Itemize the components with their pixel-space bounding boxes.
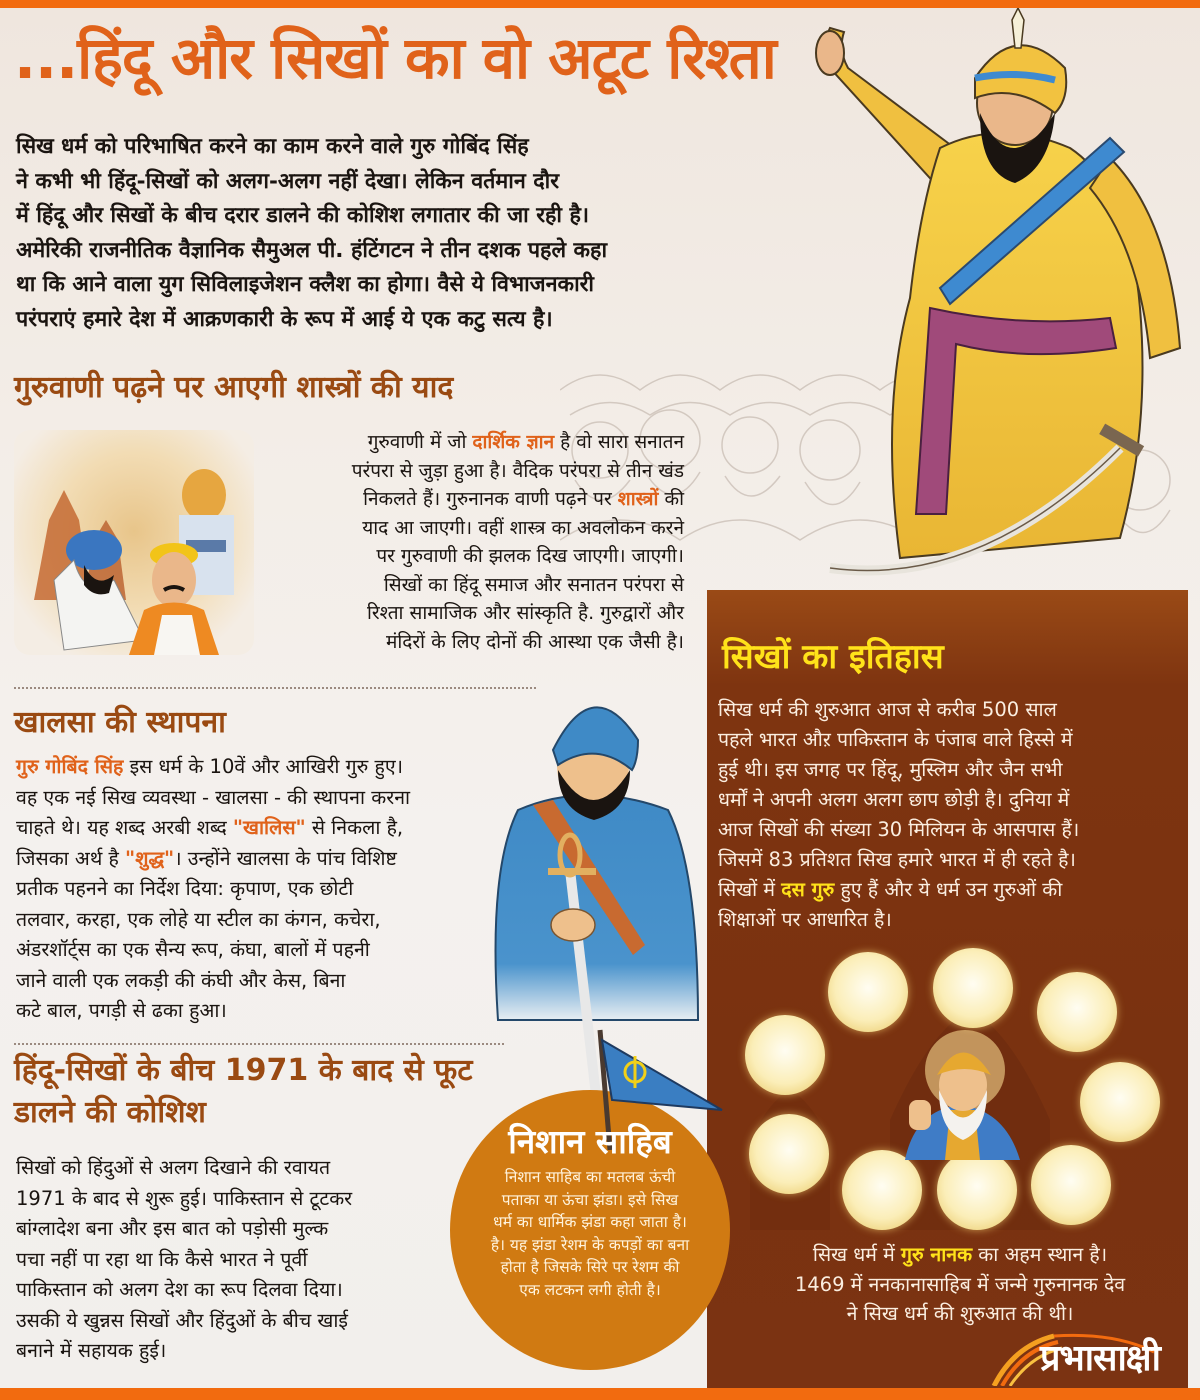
text: । उन्होंने खालसा के पांच विशिष्ट (174, 846, 397, 870)
khalsa-line (16, 844, 516, 875)
text: जिसका अर्थ है (16, 846, 126, 870)
khalsa-line: वह एक नई सिख व्यवस्था - खालसा - की स्थापना करना (16, 785, 411, 809)
highlight-philosophical-knowledge: दार्शिक ज्ञान (472, 431, 555, 453)
section-divider (14, 1043, 504, 1045)
split-line: बनाने में सहायक हुई। (16, 1339, 167, 1362)
split-attempt-paragraph (16, 1153, 456, 1367)
gurbani-line (256, 485, 684, 514)
split-attempt-heading: हिंदू-सिखों के बीच 1971 के बाद से फूट डालने की कोशिश (14, 1053, 473, 1130)
guru-portrait-medallion (1080, 1062, 1160, 1142)
text: का अहम स्थान है। (972, 1243, 1108, 1266)
nishan-line: है। यह झंडा रेशम के कपड़ों का बना (490, 1235, 690, 1254)
text: सिखों में (718, 878, 782, 901)
history-line: हुई थी। इस जगह पर हिंदू, मुस्लिम और जैन सभी (718, 758, 1063, 781)
text: गुरुवाणी में जो (367, 431, 473, 453)
split-line: 1971 के बाद से शुरू हुई। पाकिस्तान से टूटकर (16, 1186, 353, 1210)
nishan-sahib-paragraph (462, 1166, 718, 1301)
nishan-line: एक लटकन लगी होती है। (519, 1280, 661, 1299)
top-accent-bar (0, 0, 1200, 8)
page-title: ...हिंदू और सिखों का वो अटूट रिश्ता (14, 24, 776, 92)
text: हुए हैं और ये धर्म उन गुरुओं की (834, 878, 1063, 901)
nishan-sahib-heading: निशान साहिब (508, 1122, 672, 1161)
guru-nanak-portrait (895, 1030, 1025, 1160)
khalsa-line: तलवार, करहा, एक लोहे या स्टील का कंगन, कचेरा, (16, 907, 381, 931)
khalsa-line: कटे बाल, पगड़ी से ढका हुआ। (16, 999, 227, 1022)
khalsa-line: जाने वाली एक लकड़ी की कंघी और केस, बिना (16, 968, 346, 992)
split-line: पाकिस्तान को अलग देश का रूप दिलवा दिया। (16, 1278, 343, 1301)
highlight-shuddh: "शुद्ध" (125, 846, 175, 870)
nanak-line (740, 1240, 1180, 1270)
gurbani-line (256, 428, 684, 457)
text: इस धर्म के 10वें और आखिरी गुरु हुए। (123, 755, 404, 778)
guru-portrait-medallion (1037, 972, 1117, 1052)
intro-line: अमेरिकी राजनीतिक वैज्ञानिक सैमुअल पी. हंटिंगटन ने तीन दशक पहले कहा (16, 237, 608, 263)
guru-portrait-medallion (937, 1150, 1017, 1230)
history-line: आज सिखों की संख्या 30 मिलियन के आसपास हैं। (718, 818, 1080, 841)
bottom-accent-bar (0, 1388, 1200, 1400)
history-line: जिसमें 83 प्रतिशत सिख हमारे भारत में ही रहते है। (718, 848, 1076, 871)
history-line: शिक्षाओं पर आधारित है। (718, 908, 892, 931)
history-paragraph (718, 695, 1178, 935)
history-line: धर्मों ने अपनी अलग अलग छाप छोड़ी है। दुनिया में (718, 788, 1070, 811)
guru-portrait-medallion (828, 952, 908, 1032)
nishan-line: होता है जिसके सिरे पर रेशम की (500, 1258, 680, 1276)
gurbani-line: सिखों का हिंदू समाज और सनातन परंपरा से (383, 573, 684, 596)
nishan-line: धर्म का धार्मिक झंडा कहा जाता है। (493, 1213, 687, 1231)
highlight-ten-gurus: दस गुरु (781, 878, 835, 901)
text: चाहते थे। यह शब्द अरबी शब्द (16, 816, 233, 839)
khalsa-paragraph (16, 752, 516, 1027)
intro-line: ने कभी भी हिंदू-सिखों को अलग-अलग नहीं देखा। लेकिन वर्तमान दौर (16, 168, 560, 194)
history-line: सिख धर्म की शुरुआत आज से करीब 500 साल (718, 698, 1057, 721)
temple-gurudwara-illustration (14, 430, 254, 655)
guru-nanak-paragraph (740, 1240, 1180, 1329)
history-line (718, 875, 1178, 905)
history-line: पहले भारत औऱ पाकिस्तान के पंजाब वाले हिस्से में (718, 728, 1073, 751)
nishan-line: पताका या ऊंचा झंडा। इसे सिख (501, 1190, 679, 1209)
intro-line: था कि आने वाला युग सिविलाइजेशन क्लैश का होगा। वैसे ये विभाजनकारी (16, 272, 594, 297)
guru-portrait-medallion (933, 948, 1013, 1028)
split-line: सिखों को हिंदुओं से अलग दिखाने की रवायत (16, 1156, 331, 1179)
intro-line: में हिंदू और सिखों के बीच दरार डालने की कोशिश लगातार की जा रही है। (16, 203, 590, 228)
text: की (658, 488, 684, 510)
devotees-illustration (14, 430, 254, 655)
guru-portrait-medallion (1031, 1145, 1111, 1225)
split-line: पचा नहीं पा रहा था कि कैसे भारत ने पूर्वी (16, 1247, 308, 1271)
guru-portrait-medallion (749, 1114, 829, 1194)
prabhasakshi-logo-text: प्रभासाक्षी (1040, 1338, 1160, 1379)
nishan-line: निशान साहिब का मतलब ऊंची (504, 1168, 676, 1186)
gurbani-line: परंपरा से जुड़ा हुआ है। वैदिक परंपरा से तीन खंड (351, 459, 684, 482)
guru-gobind-singh-illustration (790, 8, 1200, 608)
khalsa-line: अंडरशॉर्ट्स का एक सैन्य रूप, कंघा, बालों में पहनी (16, 938, 370, 961)
split-line: उसकी ये खुन्नस सिखों और हिंदुओं के बीच खाई (16, 1308, 349, 1332)
text: से निकला है, (305, 816, 404, 839)
gurbani-paragraph (256, 428, 684, 656)
gurbani-line: पर गुरुवाणी की झलक दिख जाएगी। जाएगी। (376, 545, 684, 567)
khalsa-line: प्रतीक पहनने का निर्देश दिया: कृपाण, एक छोटी (16, 877, 354, 900)
khalsa-line (16, 752, 516, 783)
intro-paragraph (16, 130, 846, 337)
khalsa-heading: खालसा की स्थापना (14, 705, 226, 740)
text: है वो सारा सनातन (554, 431, 684, 453)
highlight-scriptures: शास्त्रों (617, 488, 659, 510)
highlight-guru-nanak: गुरु नानक (900, 1243, 973, 1266)
split-line: बांग्लादेश बना और इस बात को पड़ोसी मुल्क (16, 1217, 329, 1240)
nanak-line: ने सिख धर्म की शुरुआत की थी। (846, 1302, 1074, 1325)
highlight-guru-gobind-singh: गुरु गोबिंद सिंह (16, 755, 124, 778)
khalsa-line (16, 813, 516, 844)
text: निकलते हैं। गुरुनानक वाणी पढ़ने पर (363, 488, 618, 510)
history-heading: सिखों का इतिहास (722, 637, 944, 677)
nanak-line: 1469 में ननकानासाहिब में जन्मे गुरुनानक देव (794, 1272, 1126, 1296)
gurbani-line: मंदिरों के लिए दोनों की आस्था एक जैसी है। (385, 630, 684, 653)
gurbani-heading: गुरुवाणी पढ़ने पर आएगी शास्त्रों की याद (14, 370, 454, 405)
gurbani-line: याद आ जाएगी। वहीं शास्त्र का अवलोकन करने (362, 516, 684, 539)
guru-portrait-medallion (745, 1015, 825, 1095)
section-divider (14, 687, 536, 689)
intro-line: परंपराएं हमारे देश में आक्रणकारी के रूप में आई ये एक कटु सत्य है। (16, 306, 553, 332)
text: सिख धर्म में (812, 1243, 901, 1266)
intro-line: सिख धर्म को परिभाषित करने का काम करने वाले गुरु गोबिंद सिंह (16, 134, 529, 159)
guru-portrait-medallion (842, 1150, 922, 1230)
highlight-khalis: "खालिस" (232, 816, 306, 839)
gurbani-line: रिश्ता सामाजिक और सांस्कृति है. गुरुद्वारों और (366, 602, 684, 624)
